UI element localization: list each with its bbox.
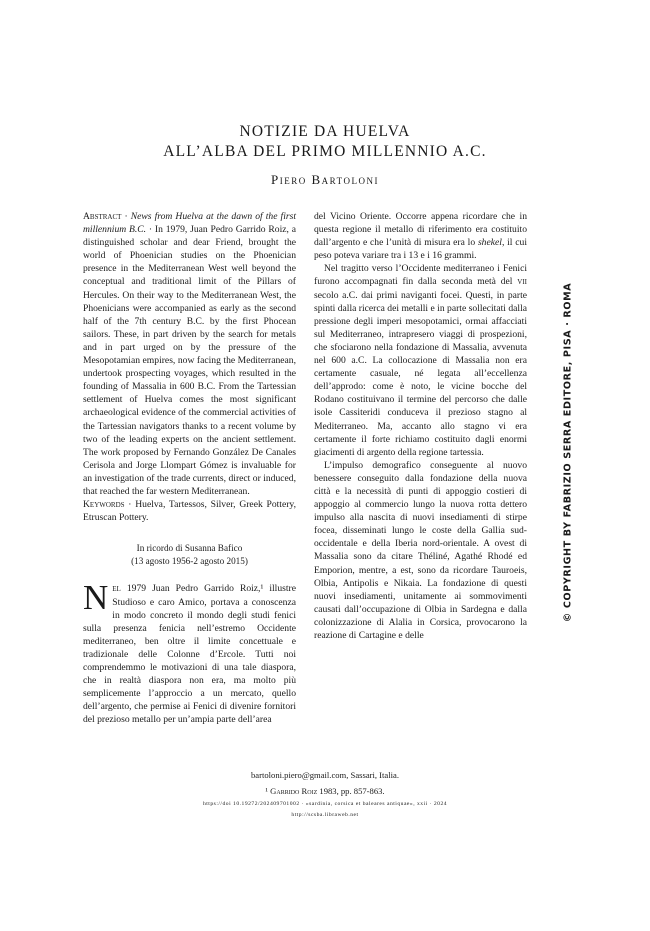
author-name: Piero Bartoloni (271, 172, 379, 187)
keywords-label: Keywords (83, 499, 125, 511)
abstract (83, 210, 296, 498)
author-email: bartoloni.piero@gmail.com, Sassari, Italia. (250, 770, 399, 780)
body-text: Nel tragitto verso l’Occidente mediterraneo i Fenici furono accompagnati fin dalla seconda metà del (314, 263, 527, 288)
body-text: 1979 Juan Pedro Garrido Roiz,¹ illustre Studioso e caro Amico, portava a conoscenza in modo concreto il mondo degli studi fenici sulla presenza fenicia nell’estremo Occidente mediterraneo, ben oltre il limite concettuale e tradizionale delle Colonne d’Ercole. Tutti noi comprendemmo le motivazioni di una tale diaspora, che in realtà diaspora non era, ma molto più semplicemente l’approccio a un mercato, quello dell’argento, che permise ai Fenici di divenire fornitori del prezioso metallo per un’ampia parte dell’area (83, 583, 296, 726)
keywords-text: · Huelva, Tartessos, Silver, Greek Pottery, Etruscan Pottery. (83, 499, 296, 524)
abstract-separator: · (121, 211, 131, 222)
abstract-title: News from Huelva at the dawn of the first millennium B.C. (83, 211, 296, 236)
doi-line: https://doi 10.19272/202409701002 · «sardinia, corsica et baleares antiquae», xxii · 2024 (202, 801, 448, 807)
dedication-line-2: (13 agosto 1956-2 agosto 2015) (131, 556, 248, 567)
body-paragraph-2 (314, 262, 527, 458)
title-line-1: NOTIZIE DA HUELVA (239, 123, 411, 140)
body-paragraph-3: L’impulso demografico conseguente al nuovo benessere conseguito dalla fondazione della nuova città e la necessità di punti di appoggio costieri di appoggio al commercio lungo la nuova rotta dettero impulso alla nascita di nuovi insediamenti di stirpe focea, disseminati lungo le coste della Gallia sud-occidentale e della Iberia nord-orientale. A ovest di Massalia sono da citare Théliné, Agathé Rhodé ed Emporion, mentre, a est, sono da ricordare Tauroeis, Olbia, Antipolis e Nikaia. La fondazione di questi nuovi insediamenti, unitamente ai sommovimenti causati dall’occupazione di Olbia in Sardegna e dalla colonizzazione di Alalia in Corsica, provocarono la reazione di Cartagine e delle (314, 459, 527, 641)
right-column (314, 210, 527, 642)
footnote-number: ¹ (265, 786, 268, 796)
body-text: del Vicino Oriente. Occorre appena ricordare che in questa regione il metallo di riferimento era costituito dall’argento e che l’unità di misura era lo (314, 211, 527, 249)
dedication-line-1: In ricordo di Susanna Bafico (136, 543, 243, 554)
body-text: , il cui peso poteva variare tra i 13 e i 16 grammi. (314, 237, 527, 262)
body-paragraph-1-continued (314, 210, 527, 262)
body-italic: shekel (477, 237, 502, 249)
keywords (83, 498, 296, 524)
journal-url: http://scsba.libraweb.net (291, 812, 359, 818)
dedication (83, 542, 296, 568)
footnote-author: Garrido Roiz (270, 786, 318, 796)
body-smallcaps: vii (517, 276, 527, 288)
body-paragraph-1 (83, 578, 296, 726)
footnote-text: 1983, pp. 857-863. (317, 786, 385, 796)
body-smallcaps: el (112, 583, 121, 595)
left-column (83, 210, 296, 726)
copyright-notice: © COPYRIGHT BY FABRIZIO SERRA EDITORE, PISA · ROMA (562, 282, 574, 623)
abstract-text: · In 1979, Juan Pedro Garrido Roiz, a distinguished scholar and dear Friend, brought the world of Phoenician studies on the Phoenician presence in the Mediterranean West well beyond the conceptual and traditional limit of the Pillars of Hercules. On their way to the Mediterranean West, the Phoenicians were accompanied as early as the second half of the 7th century B.C. by the first Phocean sailors. These, in part driven by the search for metals and in part urged on by the pressure of the Mesopotamian empires, now facing the Mediterranean, undertook prospecting voyages, which resulted in the founding of Massalia in 600 B.C. From the Tartessian settlement of Huelva comes the most significant archaeological evidence of the commercial activities of the Tartessian navigators thanks to a recent volume by two of the leading experts on the ancient settlement. The work proposed by Fernando González De Canales Cerisola and Jorge Llompart Gómez is invaluable for an investigation of the trade currents, direct or induced, that reached the far western Mediterranean. (83, 224, 297, 497)
body-text: secolo a.C. dai primi naviganti focei. Questi, in parte spinti dalla ricerca dei metalli e in parte sollecitati dalla pressione degli imperi mesopotamici, ormai affacciati sul Mediterraneo, intrapresero viaggi di prospezioni, che sfociarono nella fondazione di Massalia, avvenuta nel 600 a.C. La collocazione di Massalia non era certamente casuale, né legata all’eccellenza dell’approdo: come è noto, le vicine bocche del Rodano costituivano il termine del percorso che dalle isole Cassiteridi conduceva il prezioso stagno al Mediterraneo. Ma, accanto allo stagno vi era certamente il forte richiamo costituito dagli enormi giacimenti di argento della regione tartessia. (314, 289, 527, 458)
footnote-1 (0, 786, 650, 796)
drop-cap: N (83, 578, 109, 618)
abstract-label: Abstract (83, 211, 122, 222)
title-line-2: ALL’ALBA DEL PRIMO MILLENNIO A.C. (163, 143, 487, 160)
